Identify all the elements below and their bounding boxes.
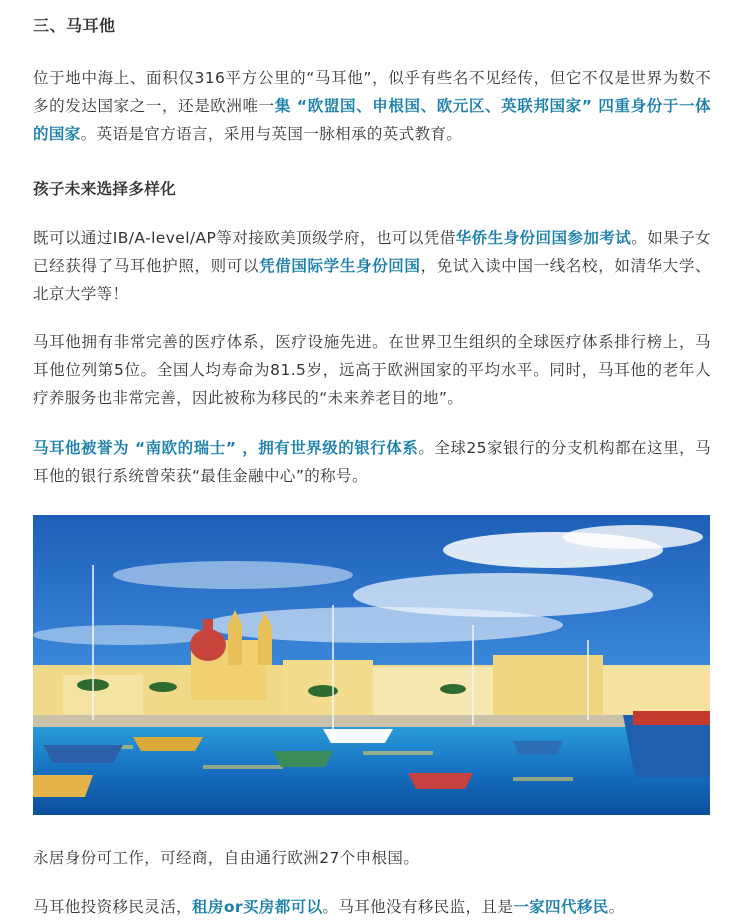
highlight-text: 一家四代移民 [513,898,609,916]
text: 。 [608,898,625,916]
text: 位于地中海上、面积仅316平方公里的“马耳他”，似乎有些名不见经传，但它不仅是世界为数不多的发达国家之一，还是欧洲唯一 [33,69,711,115]
paragraph-intro [33,64,711,148]
section-title: 三、马耳他 [33,16,116,35]
paragraph-investment [33,893,711,921]
highlight-text: 华侨生身份回国参加考试 [455,229,632,247]
text: ，免试入读中国一线名校，如清华大学、北京大学等！ [33,257,711,303]
text: 。如果子女已经获得了马耳他护照，则可以 [33,229,711,275]
paragraph-education [33,224,711,308]
text: 。马耳他没有移民监，且是 [322,898,514,916]
highlight-text: 集 “欧盟国、申根国、欧元区、英联邦国家” 四重身份于一体的国家 [33,97,711,143]
text: 。英语是官方语言，采用与英国一脉相承的英式教育。 [80,125,463,143]
text: 既可以通过IB/A-level/AP等对接欧美顶级学府，也可以凭借 [33,229,456,247]
text: 。全球25家银行的分支机构都在这里，马耳他的银行系统曾荣获“最佳金融中心”的称号。 [33,439,711,485]
harbor-photo [33,515,710,815]
subheading: 孩子未来选择多样化 [33,180,177,198]
paragraph-residency: 永居身份可工作，可经商，自由通行欧洲27个申根国。 [33,849,420,867]
highlight-text: 马耳他被誉为 “南欧的瑞士” ，拥有世界级的银行体系 [33,439,419,457]
highlight-text: 租房or买房都可以 [192,898,323,916]
paragraph-banking [33,434,711,490]
paragraph-medical: 马耳他拥有非常完善的医疗体系，医疗设施先进。在世界卫生组织的全球医疗体系排行榜上，马耳他位列第5位。全国人均寿命为81.5岁，远高于欧洲国家的平均水平。同时，马耳他的老年人疗养服务也非常完善，因此被称为移民的“未来养老目的地”。 [33,333,711,407]
text: 马耳他投资移民灵活， [33,898,193,916]
highlight-text: 凭借国际学生身份回国 [259,257,421,275]
